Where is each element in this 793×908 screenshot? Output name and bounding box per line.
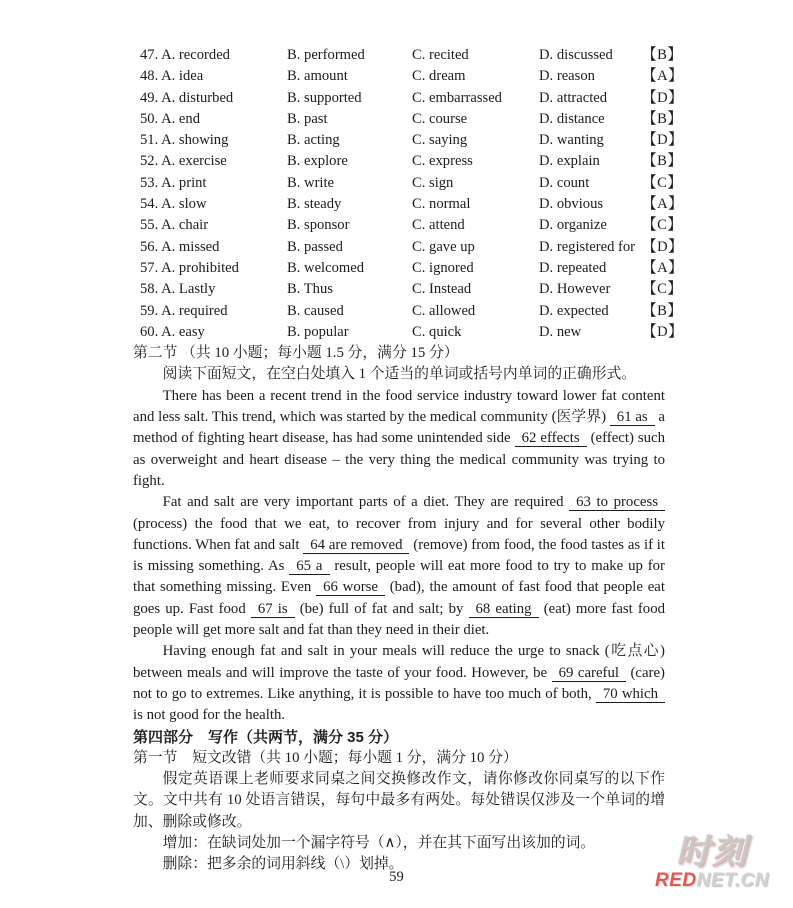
option-d-cell: D. explain <box>539 153 600 170</box>
option-d-cell: D. reason <box>539 68 595 85</box>
cloze-blank: 67 is <box>251 601 295 618</box>
cloze-blank: 70 which <box>596 686 665 703</box>
rednet-site-red: RED <box>655 870 697 891</box>
section2-instruction: 阅读下面短文，在空白处填入 1 个适当的单词或括号内单词的正确形式。 <box>162 366 637 383</box>
section4-heading: 第四部分 写作（共两节，满分 35 分） <box>133 728 399 746</box>
cloze-paragraph <box>133 492 665 641</box>
answer-badge: 【C】 <box>642 281 683 298</box>
rednet-site-gray: NET.CN <box>696 870 769 891</box>
rednet-site-text <box>637 871 787 890</box>
option-d-cell: D. new <box>539 323 582 340</box>
cloze-blank: 63 to process <box>569 494 665 511</box>
option-a-cell: 59. A. required <box>140 302 228 319</box>
cloze-text: (care) not to go to extremes. Like anything, it is possible to have too much of both, <box>133 664 665 702</box>
cloze-text: Having enough fat and salt in your meals will reduce the urge to snack (吃点心) between meals and will improve the taste of your food. However, be <box>133 643 665 681</box>
mcq-row <box>140 109 683 130</box>
option-b-cell: B. performed <box>287 47 365 63</box>
section4-intro: 假定英语课上老师要求同桌之间交换修改作文，请你修改你同桌写的以下作文。文中共有 10 处语言错误，每句中最多有两处。每处错误仅涉及一个单词的增加、删除或修改。 <box>133 771 665 830</box>
add-rule: 增加：在缺词处加一个漏字符号（∧），并在其下面写出该加的词。 <box>162 834 596 851</box>
cloze-blank: 61 as <box>610 409 655 426</box>
cloze-text: Fat and salt are very important parts of a diet. They are required <box>162 494 570 511</box>
option-b-cell: B. amount <box>287 68 348 85</box>
option-c-cell: C. Instead <box>412 281 472 298</box>
option-c-cell: C. express <box>412 153 473 170</box>
option-d-cell: D. wanting <box>539 132 604 149</box>
option-d-cell: D. discussed <box>539 47 613 63</box>
page-number: 59 <box>389 869 404 885</box>
option-b-cell: B. supported <box>287 89 362 106</box>
option-c-cell: C. embarrassed <box>412 89 502 106</box>
option-b-cell: B. popular <box>287 323 349 340</box>
option-b-cell: B. caused <box>287 302 344 319</box>
answer-badge: 【A】 <box>642 259 684 276</box>
delete-rule: 删除：把多余的词用斜线（\）划掉。 <box>162 856 404 873</box>
option-a-cell: 56. A. missed <box>140 238 220 255</box>
option-b-cell: B. passed <box>287 238 343 255</box>
cloze-passage <box>133 386 665 727</box>
cloze-blank: 65 a <box>289 558 329 575</box>
cloze-text: (remove) from food, the food tastes as if it is missing something. As <box>133 536 666 575</box>
option-a-cell: 60. A. easy <box>140 323 205 340</box>
answer-badge: 【D】 <box>642 89 684 106</box>
cloze-text: a method of fighting heart disease, has had some unintended side <box>133 409 665 447</box>
option-d-cell: D. registered for <box>539 238 636 255</box>
mcq-row <box>140 151 683 172</box>
cloze-paragraph <box>133 641 665 726</box>
option-a-cell: 53. A. print <box>140 174 207 191</box>
option-b-cell: B. Thus <box>287 281 333 298</box>
answer-badge: 【A】 <box>642 196 684 213</box>
mcq-table <box>140 45 684 343</box>
option-a-cell: 47. A. recorded <box>140 47 230 63</box>
option-c-cell: C. ignored <box>412 259 474 276</box>
mcq-row <box>140 45 683 66</box>
rednet-watermark <box>637 835 787 890</box>
cloze-blank: 68 eating <box>469 601 539 618</box>
section4-subheading: 第一节 短文改错（共 10 小题；每小题 1 分，满分 10 分） <box>133 749 518 766</box>
option-b-cell: B. steady <box>287 196 342 213</box>
rednet-logo: 时刻 <box>676 833 748 871</box>
mcq-row <box>140 237 684 258</box>
answer-badge: 【B】 <box>642 47 683 63</box>
section2-heading: 第二节 （共 10 小题；每小题 1.5 分，满分 15 分） <box>133 345 459 362</box>
option-c-cell: C. course <box>412 110 468 127</box>
option-a-cell: 52. A. exercise <box>140 153 227 170</box>
option-a-cell: 57. A. prohibited <box>140 259 239 276</box>
answer-badge: 【B】 <box>642 110 683 127</box>
cloze-text: (eat) more fast food people will get more salt and fat than they need in their diet. <box>133 600 665 639</box>
answer-badge: 【B】 <box>642 302 683 319</box>
option-c-cell: C. allowed <box>412 302 476 319</box>
option-c-cell: C. sign <box>412 174 454 191</box>
option-d-cell: D. expected <box>539 302 609 319</box>
option-b-cell: B. past <box>287 110 328 127</box>
option-a-cell: 49. A. disturbed <box>140 89 234 106</box>
option-d-cell: D. organize <box>539 217 607 234</box>
mcq-row <box>140 322 684 343</box>
answer-badge: 【C】 <box>642 174 683 191</box>
option-a-cell: 54. A. slow <box>140 196 207 213</box>
page-content <box>133 45 684 876</box>
mcq-row <box>140 279 683 300</box>
cloze-text: (effect) such as overweight and heart disease – the very thing the medical community was trying to fight. <box>133 430 666 489</box>
answer-badge: 【D】 <box>642 132 684 149</box>
option-d-cell: D. obvious <box>539 196 604 213</box>
option-d-cell: D. However <box>539 281 611 298</box>
option-a-cell: 58. A. Lastly <box>140 281 216 298</box>
mcq-row <box>140 194 684 215</box>
option-d-cell: D. attracted <box>539 89 608 106</box>
option-b-cell: B. welcomed <box>287 259 365 276</box>
answer-badge: 【C】 <box>642 217 683 234</box>
option-c-cell: C. normal <box>412 196 471 213</box>
option-c-cell: C. dream <box>412 68 466 85</box>
cloze-blank: 64 are removed <box>303 537 409 554</box>
answer-badge: 【D】 <box>642 238 684 255</box>
mcq-row <box>140 258 684 279</box>
option-c-cell: C. gave up <box>412 238 475 255</box>
option-b-cell: B. write <box>287 174 335 191</box>
option-b-cell: B. explore <box>287 153 348 170</box>
answer-badge: 【A】 <box>642 68 684 85</box>
option-a-cell: 51. A. showing <box>140 132 229 149</box>
cloze-text: (be) full of fat and salt; by <box>294 600 469 617</box>
cloze-paragraph <box>133 386 665 492</box>
option-a-cell: 50. A. end <box>140 110 200 127</box>
mcq-row <box>140 301 683 322</box>
cloze-blank: 69 careful <box>552 665 626 682</box>
cloze-text: is not good for the health. <box>133 707 286 724</box>
option-c-cell: C. quick <box>412 323 462 340</box>
option-c-cell: C. recited <box>412 47 469 63</box>
answer-badge: 【B】 <box>642 153 683 170</box>
cloze-text: result, people will eat more food to try to make up for that something missing. Even <box>133 558 665 596</box>
option-c-cell: C. saying <box>412 132 468 149</box>
mcq-row <box>140 215 683 236</box>
cloze-blank: 62 effects <box>515 430 587 447</box>
option-b-cell: B. sponsor <box>287 217 350 234</box>
option-d-cell: D. count <box>539 174 590 191</box>
option-b-cell: B. acting <box>287 132 340 149</box>
cloze-text: There has been a recent trend in the food service industry toward lower fat content and less salt. This trend, which was started by the medical community (医学界) <box>133 387 665 426</box>
option-a-cell: 55. A. chair <box>140 217 209 234</box>
option-d-cell: D. repeated <box>539 259 607 276</box>
mcq-row <box>140 130 684 151</box>
cloze-blank: 66 worse <box>316 579 385 596</box>
answer-badge: 【D】 <box>642 323 684 340</box>
cloze-text: (bad), the amount of fast food that people eat goes up. Fast food <box>133 579 665 617</box>
option-d-cell: D. distance <box>539 110 605 127</box>
option-a-cell: 48. A. idea <box>140 68 204 85</box>
option-c-cell: C. attend <box>412 217 465 234</box>
cloze-text: (process) the food that we eat, to recover from injury and for several other bodily functions. When fat and salt <box>133 515 665 553</box>
mcq-row <box>140 88 684 109</box>
mcq-row <box>140 66 684 87</box>
mcq-row <box>140 173 683 194</box>
